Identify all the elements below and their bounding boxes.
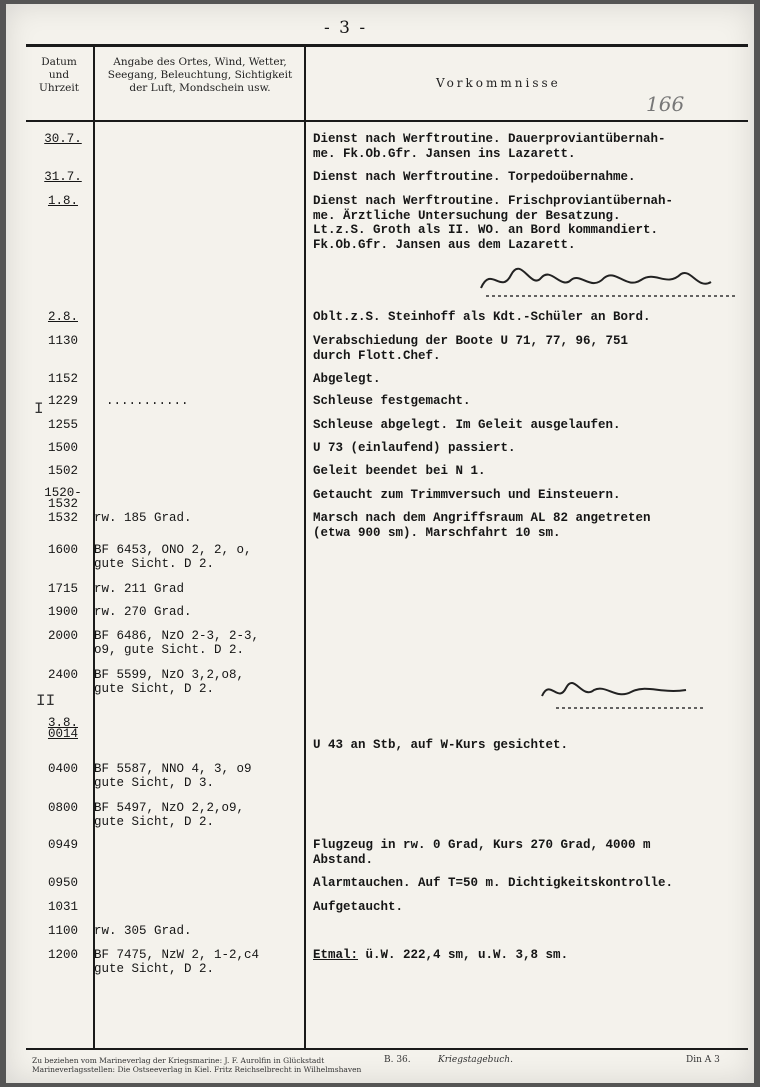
entry-time: 1031 bbox=[47, 900, 78, 914]
entry-location: BF 6486, NzO 2-3, 2-3, o9, gute Sicht. D 2. bbox=[94, 629, 260, 657]
entry-location: rw. 211 Grad bbox=[94, 582, 185, 596]
entry-event: Aufgetaucht. bbox=[313, 900, 404, 914]
entry-location: rw. 185 Grad. bbox=[94, 511, 192, 525]
entry-date: 30.7. bbox=[44, 132, 82, 146]
entry-event: Dienst nach Werftroutine. Torpedoübernahme. bbox=[313, 170, 636, 184]
entry-event: Marsch nach dem Angriffsraum AL 82 angetreten (etwa 900 sm). Marschfahrt 10 sm. bbox=[313, 511, 651, 540]
entry-date: 1.8. bbox=[47, 194, 78, 208]
signature-commander-2 bbox=[536, 674, 716, 714]
entry-time: 1502 bbox=[47, 464, 78, 478]
signature-commander-1 bbox=[476, 260, 746, 302]
entry-time: 1520- 1532 bbox=[44, 486, 82, 511]
header-location-weather: Angabe des Ortes, Wind, Wetter, Seegang, Beleuchtung, Sichtigkeit der Luft, Mondschein usw. bbox=[107, 56, 293, 94]
footer-form-number: B. 36. bbox=[384, 1055, 411, 1065]
entry-location: rw. 305 Grad. bbox=[94, 924, 192, 938]
header-date-time: Datum und Uhrzeit bbox=[39, 56, 79, 94]
entry-time: 1500 bbox=[47, 441, 78, 455]
entry-time: 1152 bbox=[47, 372, 78, 386]
entry-location: BF 7475, NzW 2, 1-2,c4 gute Sicht, D 2. bbox=[94, 948, 260, 976]
entry-location: ........... bbox=[106, 394, 189, 408]
logbook-page bbox=[6, 4, 754, 1083]
entry-event: Schleuse festgemacht. bbox=[313, 394, 471, 408]
header-bottom-rule bbox=[26, 120, 748, 122]
header-events: Vorkommnisse bbox=[436, 76, 561, 90]
entry-time: 1200 bbox=[47, 948, 78, 962]
entry-event: Dienst nach Werftroutine. Dauerproviantübernah- me. Fk.Ob.Gfr. Jansen ins Lazarett. bbox=[313, 132, 666, 161]
column-divider-2 bbox=[304, 44, 306, 1050]
entry-event: Abgelegt. bbox=[313, 372, 381, 386]
entry-event: Dienst nach Werftroutine. Frischproviantübernah- me. Ärztliche Untersuchung der Besatzung. Lt.z.S. Groth als II. WO. an Bord kommandiert. Fk.Ob.Gfr. Jansen aus dem Lazarett. bbox=[313, 194, 674, 252]
bottom-rule bbox=[26, 1048, 748, 1050]
etmal-label: Etmal: bbox=[313, 948, 359, 962]
entry-event: Geleit beendet bei N 1. bbox=[313, 464, 486, 478]
entry-time: 0400 bbox=[47, 762, 78, 776]
top-rule bbox=[26, 44, 748, 47]
entry-date: 31.7. bbox=[44, 170, 82, 184]
pencil-folio-number: 166 bbox=[646, 92, 685, 116]
entry-location: BF 5587, NNO 4, 3, o9 gute Sicht, D 3. bbox=[94, 762, 252, 790]
margin-mark: II bbox=[36, 692, 56, 710]
entry-time: 1229 bbox=[47, 394, 78, 408]
footer-size: Din A 3 bbox=[686, 1055, 720, 1065]
entry-time: 1255 bbox=[47, 418, 78, 432]
etmal-value: ü.W. 222,4 sm, u.W. 3,8 sm. bbox=[365, 948, 569, 962]
page-number: - 3 - bbox=[324, 18, 368, 38]
entry-time: 1900 bbox=[47, 605, 78, 619]
etmal-entry bbox=[313, 948, 753, 963]
entry-event: U 73 (einlaufend) passiert. bbox=[313, 441, 516, 455]
entry-event: Alarmtauchen. Auf T=50 m. Dichtigkeitskontrolle. bbox=[313, 876, 674, 890]
entry-event: Oblt.z.S. Steinhoff als Kdt.-Schüler an Bord. bbox=[313, 310, 651, 324]
entry-time: 1600 bbox=[47, 543, 78, 557]
footer-form-title: Kriegstagebuch. bbox=[438, 1055, 513, 1065]
entry-time: 0949 bbox=[47, 838, 78, 852]
entry-date: 3.8. 0014 bbox=[47, 716, 78, 741]
entry-time: 1130 bbox=[47, 334, 78, 348]
entry-event: Getaucht zum Trimmversuch und Einsteuern. bbox=[313, 488, 621, 502]
entry-time: 2000 bbox=[47, 629, 78, 643]
entry-location: rw. 270 Grad. bbox=[94, 605, 192, 619]
entry-time: 1715 bbox=[47, 582, 78, 596]
entry-time: 0950 bbox=[47, 876, 78, 890]
entry-event: Flugzeug in rw. 0 Grad, Kurs 270 Grad, 4000 m Abstand. bbox=[313, 838, 651, 867]
entry-time: 1532 bbox=[47, 511, 78, 525]
entry-location: BF 6453, ONO 2, 2, o, gute Sicht. D 2. bbox=[94, 543, 252, 571]
entry-time: 0800 bbox=[47, 801, 78, 815]
entry-location: BF 5599, NzO 3,2,o8, gute Sicht, D 2. bbox=[94, 668, 245, 696]
entry-event: U 43 an Stb, auf W-Kurs gesichtet. bbox=[313, 738, 569, 752]
entry-location: BF 5497, NzO 2,2,o9, gute Sicht, D 2. bbox=[94, 801, 245, 829]
entry-time: 1100 bbox=[47, 924, 78, 938]
entry-event: Schleuse abgelegt. Im Geleit ausgelaufen. bbox=[313, 418, 621, 432]
margin-mark: I bbox=[34, 400, 44, 418]
footer-publisher: Zu beziehen vom Marineverlag der Kriegsmarine: J. F. Aurolfin in Glückstadt Marineverlagsstellen: Die Ostseeverlag in Kiel. Fritz Reichselbrecht in Wilhelmshaven bbox=[32, 1056, 362, 1074]
entry-date: 2.8. bbox=[47, 310, 78, 324]
entry-event: Verabschiedung der Boote U 71, 77, 96, 751 durch Flott.Chef. bbox=[313, 334, 629, 363]
entry-time: 2400 bbox=[47, 668, 78, 682]
